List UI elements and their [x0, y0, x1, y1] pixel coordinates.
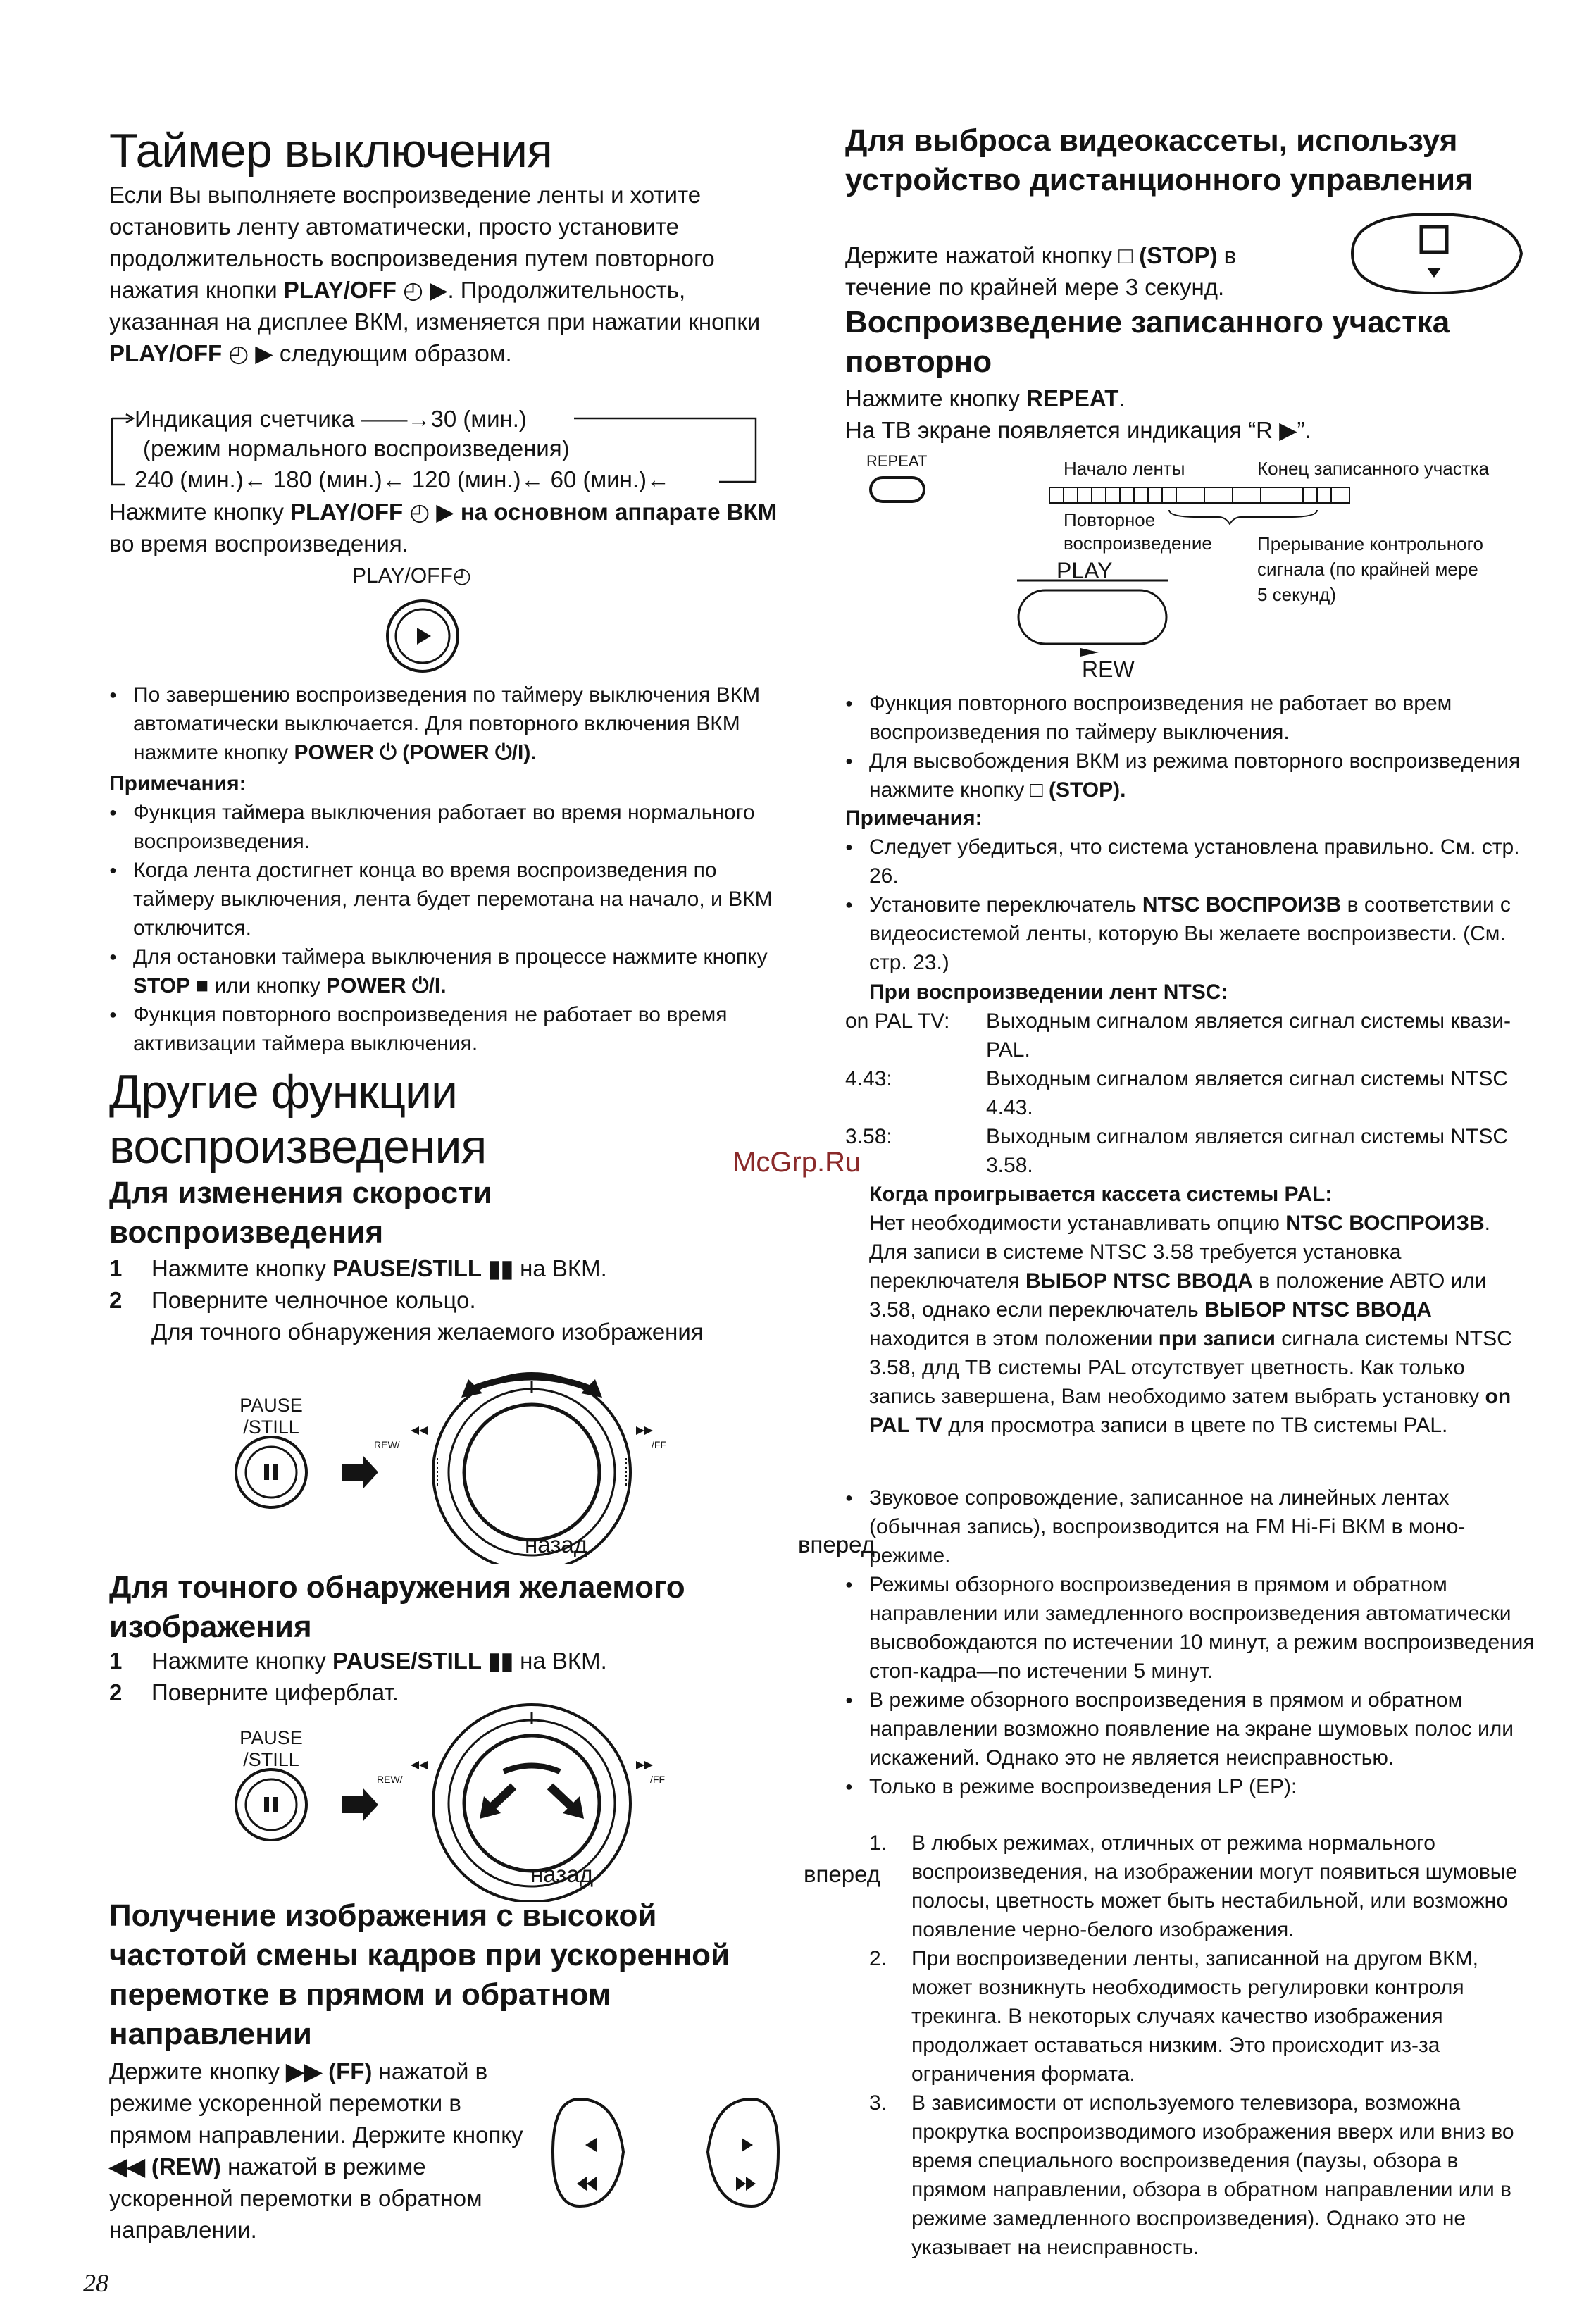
fine-title: Для точного обнаружения желаемого изображения — [109, 1570, 685, 1644]
interrupt-label: Прерывание контрольного сигнала (по крайней мере 5 секунд) — [1257, 533, 1483, 605]
list-item: ● Установите переключатель NTSC ВОСПРОИЗВ в соответствии с видеосистемой ленты, которую Вы желаете воспроизвести. (См. стр. 23.) — [845, 890, 1535, 977]
timer-icon: ◴ ▶ — [409, 499, 454, 525]
timer-icon: ◴ ▶. — [403, 277, 454, 303]
timer-sequence — [109, 406, 757, 496]
ntsc-row: 3.58: Выходным сигналом является сигнал системы NTSC 3.58. — [845, 1125, 1509, 1177]
hf-title: Получение изображения с высокой частотой смены кадров при ускоренной перемотке в прямом и обратном направлении — [109, 1898, 730, 2051]
timer-icon: ◴ ▶ — [228, 340, 273, 366]
ntsc-row: 4.43: Выходным сигналом является сигнал системы NTSC 4.43. — [845, 1067, 1509, 1119]
other-title-line2: воспроизведения — [109, 1120, 487, 1174]
ntsc-row: on PAL TV: Выходным сигналом является сигнал системы квази-PAL. — [845, 1009, 1511, 1062]
remote-ff-rew-buttons — [518, 2085, 813, 2219]
remote-stop-button — [1338, 204, 1528, 303]
eject-title: Для выброса видеокассеты, используя устройство дистанционного управления — [845, 123, 1473, 197]
pal-text: Нет необходимости устанавливать опцию NTSC ВОСПРОИЗВ. — [869, 1212, 1490, 1235]
pause-still-label: PAUSE /STILL — [239, 1727, 303, 1770]
rew-label: REW — [1082, 657, 1135, 682]
list-item: 1. В любых режимах, отличных от режима нормального воспроизведения, на изображении могут появиться шумовые полосы, цветность может быть нестабильной, или возможно появление черно-белого изображения. — [869, 1831, 1518, 1941]
eject-text: Держите нажатой кнопку □ (STOP) в течение по крайней мере 3 секунд. — [845, 242, 1237, 300]
sequence-line-3: 240 (мин.)← 180 (мин.)← 120 (мин.)← 60 (мин.)← — [135, 466, 671, 492]
notes2-more — [845, 1483, 1535, 1801]
play-label: PLAY — [1056, 558, 1113, 583]
list-item: ● В режиме обзорного воспроизведения в прямом и обратном направлении возможно появление на экране шумовых полос или искажений. Однако это не является неисправностью. — [845, 1686, 1535, 1772]
forward-label: вперед — [804, 1861, 880, 1887]
pal-title: Когда проигрывается кассета системы PAL: — [869, 1183, 1333, 1206]
list-item: ● Звуковое сопровождение, записанное на линейных лентах (обычная запись), воспроизводится на FM Hi-Fi ВКМ в моно-режиме. — [845, 1483, 1535, 1570]
ff-small-label: /FF — [650, 1774, 665, 1785]
back-label: назад — [530, 1861, 593, 1887]
tape-start-label: Начало ленты — [1064, 458, 1185, 479]
list-item: ● Для остановки таймера выключения в процессе нажмите кнопку STOP ■ или кнопку POWER ⏻/I. — [109, 942, 785, 1000]
sequence-line-1: Индикация счетчика ——→30 (мин.) — [135, 406, 527, 432]
list-item: ● Функция повторного воспроизведения не работает во время активизации таймера выключения. — [109, 1000, 785, 1058]
speed-title: Для изменения скорости воспроизведения — [109, 1176, 492, 1250]
play-off-button-label: PLAY/OFF◴ — [352, 564, 471, 587]
repeat-line2: На ТВ экране появляется индикация “R ▶”. — [845, 417, 1311, 443]
timer-intro: Если Вы выполняете воспроизведение ленты и хотите остановить ленту автоматически, просто установите продолжительность воспроизведения путем повторного нажатия кнопки PLAY/OFF ◴ ▶. Продолжительность, указанная на дисплее ВКМ, изменяется при нажатии кнопки PLAY/OFF ◴ ▶ следующим образом. — [109, 182, 761, 366]
ntsc-record-text: Для записи в системе NTSC 3.58 требуется установка переключателя ВЫБОР NTSC ВВОДА в положение АВТО или 3.58, однако если переключатель ВЫБОР NTSC ВВОДА находится в этом положении при записи сигнала системы NTSC 3.58, длд ТВ системы PAL отсутствует цветность. Как только запись завершена, Вам необходимо затем выбрать установку on PAL TV для просмотра записи в цвете по ТВ системы PAL. — [869, 1240, 1512, 1437]
record-end-label: Конец записанного участка — [1257, 458, 1490, 479]
list-item: 1 Нажмите кнопку PAUSE/STILL ▮▮ на ВКМ. — [109, 1255, 607, 1281]
list-item: ● Режимы обзорного воспроизведения в прямом и обратном направлении или замедленного воспроизведения автоматически высвобождаются по истечении 10 минут, а режим воспроизведения стоп-кадра—по истечении 5 минут. — [845, 1570, 1535, 1686]
timer-notes — [109, 798, 785, 1058]
rew-small-label: REW/ — [377, 1774, 403, 1785]
ff-small-label: /FF — [652, 1439, 666, 1450]
list-item: ● По завершению воспроизведения по таймеру выключения ВКМ автоматически выключается. Для повторного включения ВКМ нажмите кнопку POWER ⏻ (POWER ⏻/I). — [109, 680, 785, 767]
repeat-button-label: REPEAT — [866, 452, 928, 470]
other-title-line1: Другие функции — [109, 1065, 458, 1119]
repeat-line1: Нажмите кнопку REPEAT. — [845, 385, 1126, 411]
watermark: McGrp.Ru — [732, 1147, 861, 1178]
pause-still-label: PAUSE /STILL — [239, 1395, 303, 1438]
list-item: ● Только в режиме воспроизведения LP (EP): — [845, 1772, 1535, 1801]
list-item: 2. При воспроизведении ленты, записанной на другом ВКМ, может возникнуть необходимость регулировки контроля трекинга. В некоторых случаях качество изображения продолжает оставаться низким. Это происходит из-за ограничения формата. — [869, 1947, 1478, 2086]
timer-title: Таймер выключения — [109, 124, 552, 178]
list-item: 1 Нажмите кнопку PAUSE/STILL ▮▮ на ВКМ. — [109, 1648, 607, 1674]
timer-notes-title: Примечания: — [109, 772, 247, 795]
repeat-play-label: Повторное воспроизведение — [1064, 509, 1212, 554]
forward-label: вперед — [798, 1531, 875, 1557]
list-item: ● Функция повторного воспроизведения не работает во врем воспроизведения по таймеру выключения. — [845, 689, 1535, 747]
repeat-title: Воспроизведение записанного участка повторно — [845, 305, 1450, 379]
hf-text: Держите кнопку ▶▶ (FF) нажатой в режиме ускоренной перемотки в прямом направлении. Держите кнопку ◀◀ (REW) нажатой в режиме ускоренной перемотки в обратном направлении. — [109, 2058, 523, 2243]
rew-small-label: REW/ — [374, 1439, 400, 1450]
sequence-line-2: (режим нормального воспроизведения) — [143, 435, 570, 461]
timer-bullets — [109, 680, 785, 767]
notes2-title: Примечания: — [845, 807, 983, 830]
list-item: ● Когда лента достигнет конца во время воспроизведения по таймеру выключения, лента будет перемотана на начало, и ВКМ отключится. — [109, 856, 785, 942]
list-item: 3. В зависимости от используемого телевизора, возможна прокрутка воспроизводимого изображения вверх или вниз во время специального воспроизведения (паузы, обзора в прямом направлении, обзора в обратном направлении или в режиме замедленного воспроизведения). Однако это не указывает на неисправность. — [869, 2091, 1514, 2259]
page-number: 28 — [83, 2269, 108, 2297]
list-item: ● Функция таймера выключения работает во время нормального воспроизведения. — [109, 798, 785, 856]
repeat-diagram — [866, 452, 1535, 692]
repeat-bullets — [845, 689, 1535, 804]
list-item: ● Следует убедиться, что система установлена правильно. См. стр. 26. — [845, 833, 1535, 890]
back-label: назад — [525, 1531, 587, 1557]
notes2-list — [845, 833, 1535, 977]
list-item: 2 Поверните циферблат. — [109, 1679, 399, 1705]
shuttle-diagram — [229, 1360, 875, 1564]
lp-sublist — [869, 1829, 1535, 2262]
timer-press-instruction: Нажмите кнопку PLAY/OFF ◴ ▶ на основном аппарате ВКМ во время воспроизведения. — [109, 499, 778, 556]
ntsc-title: При воспроизведении лент NTSC: — [869, 981, 1228, 1004]
play-off-button — [384, 597, 461, 675]
jog-diagram — [229, 1698, 880, 1902]
ntsc-block — [845, 978, 1535, 1440]
speed-steps — [109, 1252, 785, 1348]
list-item: ● Для высвобождения ВКМ из режима повторного воспроизведения нажмите кнопку □ (STOP). — [845, 747, 1535, 804]
list-item: 2 Поверните челночное кольцо. Для точного обнаружения желаемого изображения — [109, 1287, 704, 1345]
